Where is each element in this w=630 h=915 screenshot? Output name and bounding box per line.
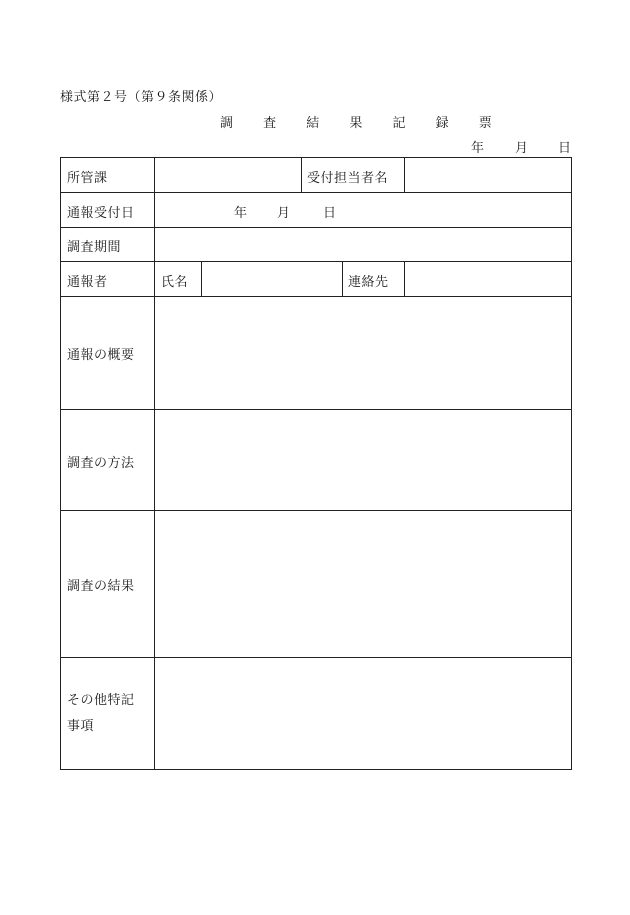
column-divider <box>301 158 302 192</box>
report-date-day: 日 <box>323 206 337 221</box>
report-date-label: 通報受付日 <box>67 206 135 221</box>
reporter-contact-label: 連絡先 <box>348 275 389 290</box>
report-summary-field[interactable] <box>155 297 571 409</box>
investigation-result-field[interactable] <box>155 511 571 657</box>
other-notes-label <box>67 688 135 740</box>
report-date-year: 年 <box>234 206 248 221</box>
other-notes-label-line2: 事項 <box>67 719 95 734</box>
column-divider <box>342 261 343 296</box>
document-date-month: 月 <box>515 141 529 156</box>
report-summary-label: 通報の概要 <box>67 348 135 363</box>
receiver-label: 受付担当者名 <box>307 171 389 186</box>
department-field[interactable] <box>155 158 301 192</box>
form-reference: 様式第２号（第９条関係） <box>60 90 223 105</box>
reporter-contact-field[interactable] <box>405 262 571 296</box>
other-notes-field[interactable] <box>155 658 571 769</box>
department-label: 所管課 <box>67 171 108 186</box>
investigation-period-label: 調査期間 <box>67 240 122 255</box>
report-date-field[interactable] <box>155 193 571 227</box>
investigation-method-label: 調査の方法 <box>67 456 135 471</box>
other-notes-label-line1: その他特記 <box>67 693 135 708</box>
document-title: 調 査 結 果 記 録 票 <box>220 116 505 131</box>
investigation-result-label: 調査の結果 <box>67 579 135 594</box>
investigation-period-field[interactable] <box>155 228 571 261</box>
receiver-field[interactable] <box>405 158 571 192</box>
document-date-year: 年 <box>471 141 485 156</box>
investigation-method-field[interactable] <box>155 410 571 510</box>
record-table <box>60 157 572 770</box>
reporter-name-field[interactable] <box>202 262 342 296</box>
report-date-month: 月 <box>277 206 291 221</box>
reporter-name-label: 氏名 <box>161 275 189 290</box>
document-date-day: 日 <box>558 141 572 156</box>
reporter-label: 通報者 <box>67 275 108 290</box>
